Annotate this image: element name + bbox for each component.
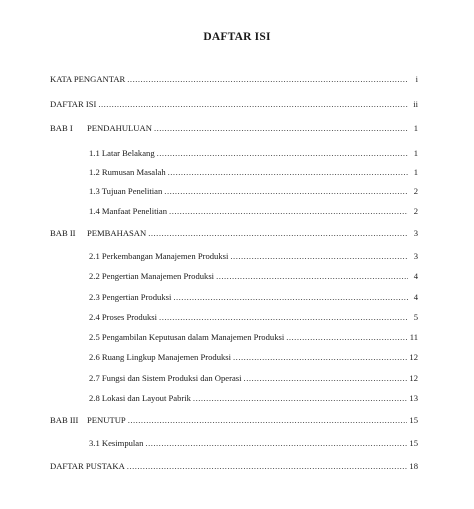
- toc-page-number: 4: [413, 292, 418, 302]
- toc-page-number: 3: [413, 228, 418, 238]
- toc-entry-2-6: [89, 351, 418, 364]
- toc-entry-daftar-pustaka: [50, 460, 418, 473]
- toc-page-number: 3: [413, 251, 418, 261]
- toc-entry-2-4: [89, 311, 418, 324]
- toc-entry-label: DAFTAR PUSTAKA: [50, 461, 125, 471]
- toc-entry-2-7: [89, 372, 418, 385]
- toc-entry-label: 1.3 Tujuan Penelitian: [89, 186, 163, 196]
- toc-page-number: 4: [413, 271, 418, 281]
- toc-entry-label: 1.4 Manfaat Penelitian: [89, 206, 168, 216]
- toc-page-number: 15: [409, 438, 418, 448]
- toc-leader-dots: [168, 166, 408, 179]
- toc-entry-bab-1: [50, 122, 418, 135]
- toc-chapter-number: BAB III: [50, 415, 79, 425]
- toc-entry-1-3: [89, 185, 418, 198]
- toc-leader-dots: [128, 414, 408, 427]
- toc-entry-1-1: [89, 147, 418, 160]
- toc-entry-label: PEMBAHASAN: [87, 228, 147, 238]
- toc-entry-label: PENUTUP: [87, 415, 126, 425]
- toc-entry-1-2: [89, 166, 418, 179]
- toc-entry-2-5: [89, 331, 418, 344]
- toc-leader-dots: [230, 250, 408, 263]
- toc-leader-dots: [154, 122, 408, 135]
- toc-entry-label: PENDAHULUAN: [87, 123, 152, 133]
- toc-chapter-number: BAB II: [50, 228, 76, 238]
- toc-entry-label: DAFTAR ISI: [50, 99, 97, 109]
- toc-leader-dots: [98, 98, 408, 111]
- toc-leader-dots: [193, 392, 407, 405]
- toc-leader-dots: [159, 311, 408, 324]
- toc-entry-kata-pengantar: [50, 73, 418, 86]
- toc-entry-2-2: [89, 270, 418, 283]
- toc-entry-1-4: [89, 205, 418, 218]
- toc-entry-label: 1.1 Latar Belakang: [89, 148, 155, 158]
- toc-page-number: i: [415, 74, 418, 84]
- toc-entry-label: KATA PENGANTAR: [50, 74, 126, 84]
- toc-leader-dots: [145, 437, 407, 450]
- toc-entry-label: 2.5 Pengambilan Keputusan dalam Manajemen Produksi: [89, 332, 285, 342]
- toc-page-number: 1: [413, 123, 418, 133]
- toc-page-number: 12: [409, 352, 418, 362]
- toc-leader-dots: [173, 291, 408, 304]
- toc-entry-label: 1.2 Rumusan Masalah: [89, 167, 166, 177]
- toc-leader-dots: [148, 227, 408, 240]
- toc-leader-dots: [216, 270, 408, 283]
- toc-leader-dots: [157, 147, 408, 160]
- toc-entry-bab-2: [50, 227, 418, 240]
- toc-page-number: 1: [413, 167, 418, 177]
- toc-entry-label: 3.1 Kesimpulan: [89, 438, 144, 448]
- toc-leader-dots: [233, 351, 407, 364]
- page-title: DAFTAR ISI: [203, 31, 271, 43]
- toc-leader-dots: [286, 331, 407, 344]
- toc-entry-3-1: [89, 437, 418, 450]
- toc-page-number: 13: [409, 393, 418, 403]
- toc-entry-label: 2.7 Fungsi dan Sistem Produksi dan Operasi: [89, 373, 242, 383]
- toc-entry-label: 2.3 Pengertian Produksi: [89, 292, 172, 302]
- toc-page-number: ii: [413, 99, 418, 109]
- toc-leader-dots: [169, 205, 408, 218]
- toc-leader-dots: [244, 372, 408, 385]
- toc-page-number: 2: [413, 206, 418, 216]
- toc-entry-label: 2.1 Perkembangan Manajemen Produksi: [89, 251, 229, 261]
- toc-entry-label: 2.8 Lokasi dan Layout Pabrik: [89, 393, 191, 403]
- toc-entry-2-3: [89, 291, 418, 304]
- toc-chapter-number: BAB I: [50, 123, 73, 133]
- toc-leader-dots: [164, 185, 408, 198]
- toc-entry-2-1: [89, 250, 418, 263]
- toc-page-number: 2: [413, 186, 418, 196]
- toc-page-number: 18: [409, 461, 418, 471]
- toc-entry-2-8: [89, 392, 418, 405]
- toc-page-number: 11: [409, 332, 418, 342]
- toc-entry-label: 2.4 Proses Produksi: [89, 312, 158, 322]
- toc-entry-daftar-isi: [50, 98, 418, 111]
- toc-page-number: 5: [413, 312, 418, 322]
- toc-leader-dots: [127, 460, 408, 473]
- toc-leader-dots: [127, 73, 408, 86]
- toc-page-number: 15: [409, 415, 418, 425]
- toc-entry-bab-3: [50, 414, 418, 427]
- toc-page-number: 12: [409, 373, 418, 383]
- toc-page-number: 1: [413, 148, 418, 158]
- toc-entry-label: 2.2 Pengertian Manajemen Produksi: [89, 271, 215, 281]
- toc-entry-label: 2.6 Ruang Lingkup Manajemen Produksi: [89, 352, 232, 362]
